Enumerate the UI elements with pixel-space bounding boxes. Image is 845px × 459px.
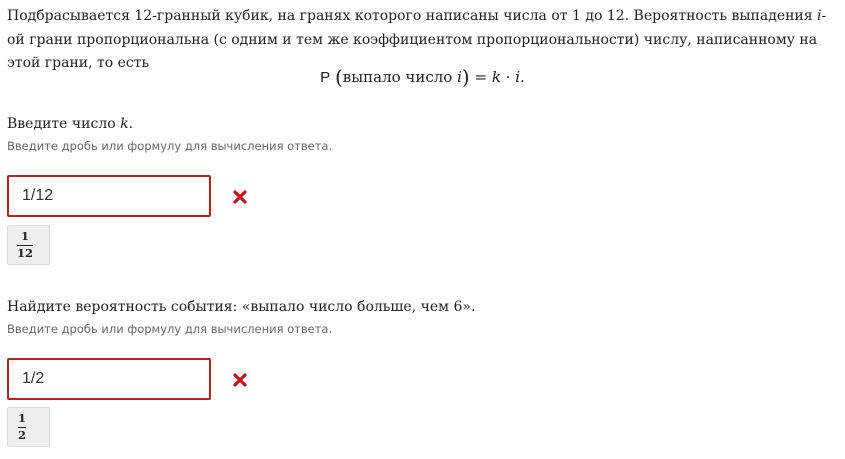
question-1-end: . (128, 116, 134, 132)
problem-text-part2: -ой грани пропорциональна (с одним и тем же коэффициентом пропорциональности) числу, написанному на этой грани, то есть (7, 8, 827, 71)
probability-formula (0, 65, 845, 89)
question-1-label: Введите число (7, 116, 121, 132)
formula-close-paren: ) (461, 65, 470, 89)
question-1-text (7, 116, 133, 132)
question-1-answer-preview (7, 225, 50, 265)
question-2-answer-input[interactable] (7, 358, 211, 400)
question-1-var-k: k (120, 116, 129, 132)
question-1-preview-numerator: 1 (21, 229, 30, 243)
problem-text-part1: Подбрасывается 12-гранный кубик, на гранях которого написаны числа от 1 до 12. Вероятность выпадения (7, 8, 818, 24)
formula-dot: · (500, 68, 516, 86)
question-2-preview-numerator: 1 (18, 411, 27, 425)
question-2-text: Найдите вероятность события: «выпало число больше, чем 6». (7, 299, 476, 315)
question-2-preview-denominator: 2 (18, 428, 27, 442)
formula-open-paren: ( (334, 65, 343, 89)
question-1-answer-input[interactable] (7, 175, 211, 217)
problem-var-i: i (817, 8, 822, 24)
cross-icon (232, 372, 248, 388)
formula-k: k (491, 68, 501, 86)
formula-p: P (320, 69, 331, 86)
question-2-hint: Введите дробь или формулу для вычисления ответа. (7, 322, 333, 336)
formula-equals: = (469, 68, 492, 86)
cross-icon (232, 189, 248, 205)
formula-event-text: выпало число (342, 68, 458, 86)
question-1-preview-fraction (17, 230, 33, 260)
question-2-preview-fraction (18, 412, 26, 442)
formula-var-i: i (457, 68, 462, 86)
question-2-answer-preview (7, 407, 50, 447)
formula-end: . (520, 68, 525, 86)
formula-i: i (515, 68, 521, 86)
question-1-hint: Введите дробь или формулу для вычисления ответа. (7, 139, 333, 153)
question-1-preview-denominator: 12 (17, 246, 34, 260)
